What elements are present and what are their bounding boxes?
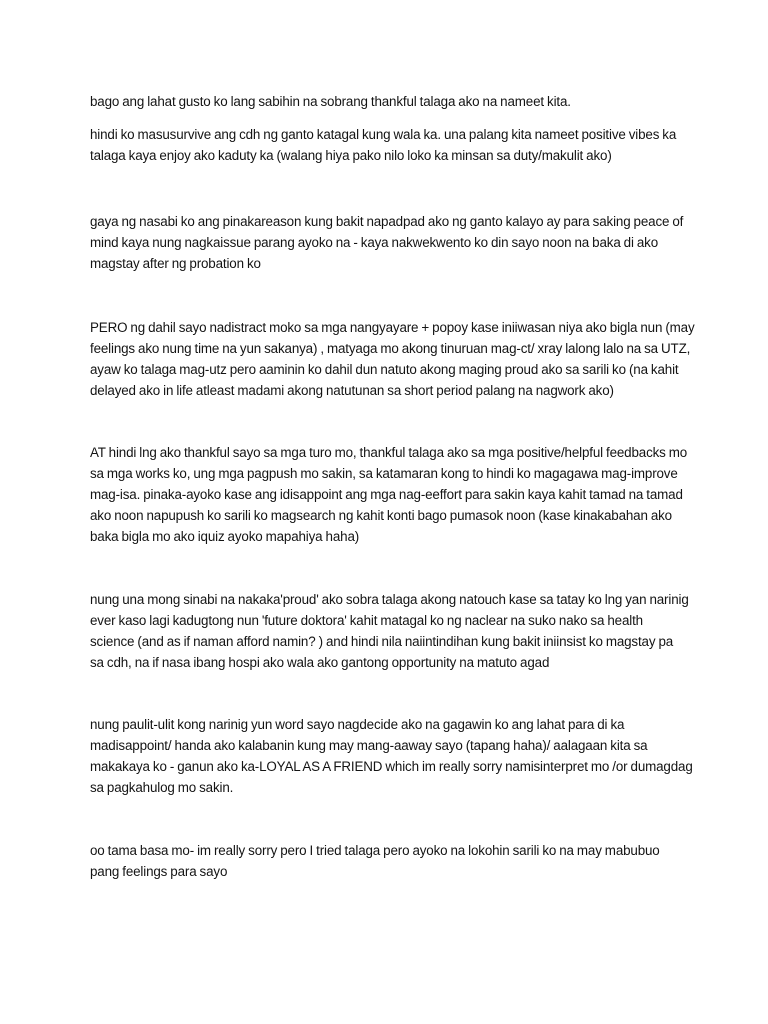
text-line: nung paulit-ulit kong narinig yun word sayo nagdecide ako na gagawin ko ang lahat para di ka — [90, 717, 625, 732]
text-line: hindi ko masusurvive ang cdh ng ganto katagal kung wala ka. una palang kita nameet positive vibes ka — [90, 127, 677, 142]
paragraph-3 — [90, 211, 690, 274]
text-line: sa pagkahulog mo sakin. — [90, 780, 234, 795]
text-line: delayed ako in life atleast madami akong natutunan sa short period palang na nagwork ako) — [90, 383, 614, 398]
text-line: pang feelings para sayo — [90, 864, 228, 879]
paragraph-5 — [90, 442, 690, 547]
text-line: baka bigla mo ako iquiz ayoko mapahiya haha) — [90, 529, 360, 544]
text-line: bago ang lahat gusto ko lang sabihin na sobrang thankful talaga ako na nameet kita. — [90, 94, 571, 109]
text-line: makakaya ko - ganun ako ka-LOYAL AS A FRIEND which im really sorry namisinterpret mo /or dumagdag — [90, 759, 693, 774]
text-line: AT hindi lng ako thankful sayo sa mga turo mo, thankful talaga ako sa mga positive/helpful feedbacks mo — [90, 445, 688, 460]
text-line: sa cdh, na if nasa ibang hospi ako wala ako gantong opportunity na matuto agad — [90, 655, 550, 670]
text-line: oo tama basa mo- im really sorry pero I tried talaga pero ayoko na lokohin sarili ko na may mabubuo — [90, 843, 660, 858]
text-line: gaya ng nasabi ko ang pinakareason kung bakit napadpad ako ng ganto kalayo ay para saking peace of — [90, 214, 684, 229]
text-line: ayaw ko talaga mag-utz pero aaminin ko dahil dun natuto akong maging proud ako sa sarili ko (na kahit — [90, 362, 679, 377]
text-line: mind kaya nung nagkaissue parang ayoko na - kaya nakwekwento ko din sayo noon na baka di ako — [90, 235, 659, 250]
text-line: talaga kaya enjoy ako kaduty ka (walang hiya pako nilo loko ka minsan sa duty/makulit ako) — [90, 148, 612, 163]
text-line: nung una mong sinabi na nakaka'proud' ako sobra talaga akong natouch kase sa tatay ko lng yan narinig — [90, 592, 689, 607]
text-line: mag-isa. pinaka-ayoko kase ang idisappoint ang mga nag-eeffort para sakin kaya kahit tamad na tamad — [90, 487, 683, 502]
paragraph-1 — [90, 91, 690, 112]
paragraph-4 — [90, 317, 695, 401]
text-line: feelings ako nung time na yun sakanya) , matyaga mo akong tinuruan mag-ct/ xray lalong lalo na sa UTZ, — [90, 341, 691, 356]
paragraph-8 — [90, 840, 690, 882]
text-line: sa mga works ko, ung mga pagpush mo sakin, sa katamaran kong to hindi ko magagawa mag-improve — [90, 466, 678, 481]
text-line: magstay after ng probation ko — [90, 256, 261, 271]
text-line: PERO ng dahil sayo nadistract moko sa mga nangyayare + popoy kase iniiwasan niya ako bigla nun (may — [90, 320, 695, 335]
text-line: ako noon napupush ko sarili ko magsearch ng kahit konti bago pumasok noon (kase kinakabahan ako — [90, 508, 672, 523]
text-line: science (and as if naman afford namin? ) and hindi nila naiintindihan kung bakit iniinsist ko magstay pa — [90, 634, 674, 649]
paragraph-6 — [90, 589, 690, 673]
paragraph-7 — [90, 714, 693, 798]
paragraph-2 — [90, 124, 690, 166]
text-line: madisappoint/ handa ako kalabanin kung may mang-aaway sayo (tapang haha)/ aalagaan kita sa — [90, 738, 648, 753]
text-line: ever kaso lagi kadugtong nun 'future doktora' kahit matagal ko ng naclear na suko nako sa health — [90, 613, 643, 628]
